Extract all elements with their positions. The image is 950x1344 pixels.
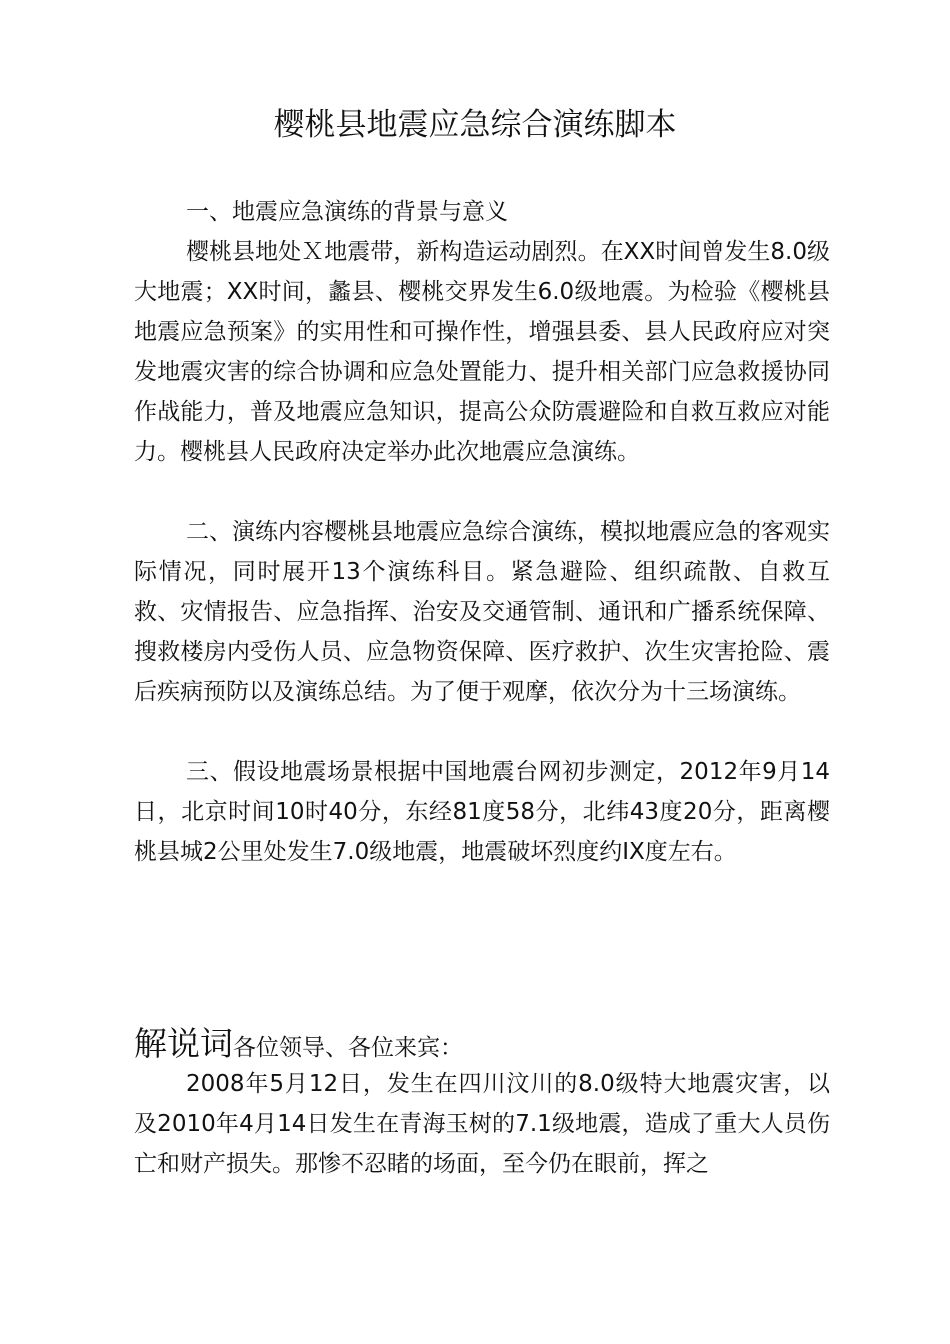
section-2-paragraph: 二、演练内容樱桃县地震应急综合演练，模拟地震应急的客观实际情况，同时展开13个演练科目。紧急避险、组织疏散、自救互救、灾情报告、应急指挥、治安及交通管制、通讯和广播系统保障、搜救楼房内受伤人员、应急物资保障、医疗救护、次生灾害抢险、震后疾病预防以及演练总结。为了便于观摩，依次分为十三场演练。 (134, 519, 830, 705)
speech-greeting: 各位领导、各位来宾： (233, 1035, 463, 1061)
speech-paragraph: 2008年5月12日，发生在四川汶川的8.0级特大地震灾害，以及2010年4月14日发生在青海玉树的7.1级地震，造成了重大人员伤亡和财产损失。那惨不忍睹的场面，至今仍在眼前，挥之 (134, 1071, 830, 1177)
section-1-paragraph: 樱桃县地处Ｘ地震带，新构造运动剧烈。在XX时间曾发生8.0级大地震；XX时间，蠡县、樱桃交界发生6.0级地震。为检验《樱桃县地震应急预案》的实用性和可操作性，增强县委、县人民政府应对突发地震灾害的综合协调和应急处置能力、提升相关部门应急救援协同作战能力，普及地震应急知识，提高公众防震避险和自救互救应对能力。樱桃县人民政府决定举办此次地震应急演练。 (134, 239, 830, 465)
section-1-heading: 一、地震应急演练的背景与意义 (186, 199, 508, 225)
section-3-paragraph: 三、假设地震场景根据中国地震台网初步测定，2012年9月14日，北京时间10时40分，东经81度58分，北纬43度20分，距离樱桃县城2公里处发生7.0级地震，地震破坏烈度约IX度左右。 (134, 759, 830, 865)
speech-label: 解说词 (134, 1024, 233, 1063)
document-title: 樱桃县地震应急综合演练脚本 (273, 107, 677, 143)
